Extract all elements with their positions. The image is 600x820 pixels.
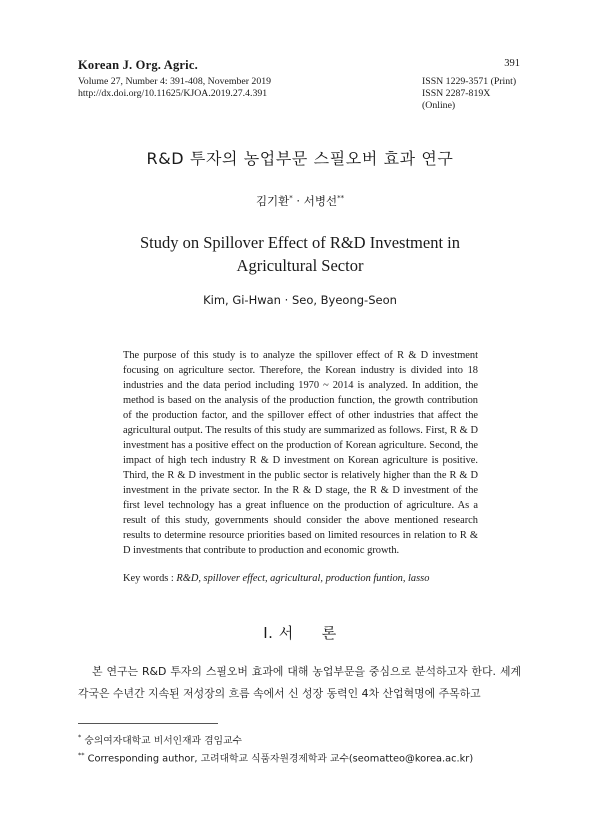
author2-name: 서병선	[303, 194, 338, 208]
author2-mark: **	[337, 194, 345, 203]
journal-name: Korean J. Org. Agric.	[78, 58, 198, 72]
doi-row	[78, 88, 520, 112]
authors-english: Kim, Gi-Hwan · Seo, Byeong-Seon	[203, 293, 397, 307]
body-paragraph: 본 연구는 R&D 투자의 스필오버 효과에 대해 농업부문을 중심으로 분석하고자 한다. 세계 각국은 수년간 지속된 저성장의 흐름 속에서 신 성장 동력인 4차 산업혁명에 주목하고	[78, 665, 521, 700]
issn-print: ISSN 1229-3571 (Print)	[422, 76, 517, 87]
title-english-line2: Agricultural Sector	[236, 256, 364, 275]
author-separator: ·	[292, 194, 304, 208]
title-korean: R&D 투자의 농업부문 스필오버 효과 연구	[146, 149, 454, 168]
section-word-a: 서	[278, 624, 294, 642]
issn-online: ISSN 2287-819X (Online)	[422, 88, 491, 111]
author1-mark: *	[289, 194, 293, 203]
footnote-2-mark: **	[78, 751, 85, 760]
page-number: 391	[504, 58, 520, 69]
footnote-1-mark: *	[78, 733, 82, 741]
keywords-label: Key words :	[123, 573, 177, 584]
section-word-b: 론	[321, 624, 337, 642]
footnote-2-text: Corresponding author, 고려대학교 식품자원경제학과 교수(seomatteo@korea.ac.kr)	[84, 753, 474, 765]
footnote-2	[78, 748, 521, 766]
footnote-rule	[78, 723, 218, 724]
abstract: The purpose of this study is to analyze the spillover effect of R & D investment focusing on agriculture sector. Therefore, the Korean industry is divided into 18 industries and the data period including 1970 ~ 2014 is analyzed. In addition, the method is based on the analysis of the production function, the growth contribution of the production factor, and the spillover effect of other industries that affect the agricultural output. The results of this study are summarized as follows. First, R & D investment has a positive effect on the production of Korean agriculture. Second, the impact of high tech industry R & D investment on Korean agriculture is positive. Third, the R & D investment in the public sector is relatively higher than the R & D investment in the private sector. In the R & D stage, the R & D investment of the first level technology has a great influence on the production of agriculture. As a result of this study, governments should consider the above mentioned research results to determine resource priorities based on limited resources in relation to R & D investments that contribute to production and economic growth.	[123, 350, 478, 556]
footnotes	[78, 730, 521, 767]
footnote-1	[78, 730, 521, 748]
keywords-values: R&D, spillover effect, agricultural, production funtion, lasso	[176, 573, 430, 584]
section-heading	[0, 622, 600, 643]
volume-line: Volume 27, Number 4: 391-408, November 2019	[78, 76, 272, 87]
doi-link[interactable]: http://dx.doi.org/10.11625/KJOA.2019.27.4.391	[78, 88, 268, 99]
footnote-1-text: 숭의여자대학교 비서인재과 겸임교수	[81, 735, 243, 747]
volume-row	[78, 76, 520, 88]
authors-korean	[0, 193, 600, 209]
title-english	[0, 231, 600, 277]
journal-header	[78, 58, 520, 112]
author1-name: 김기환	[255, 194, 290, 208]
title-english-line1: Study on Spillover Effect of R&D Investment in	[139, 233, 461, 252]
keywords	[123, 573, 483, 584]
section-numeral: Ⅰ.	[263, 624, 274, 642]
